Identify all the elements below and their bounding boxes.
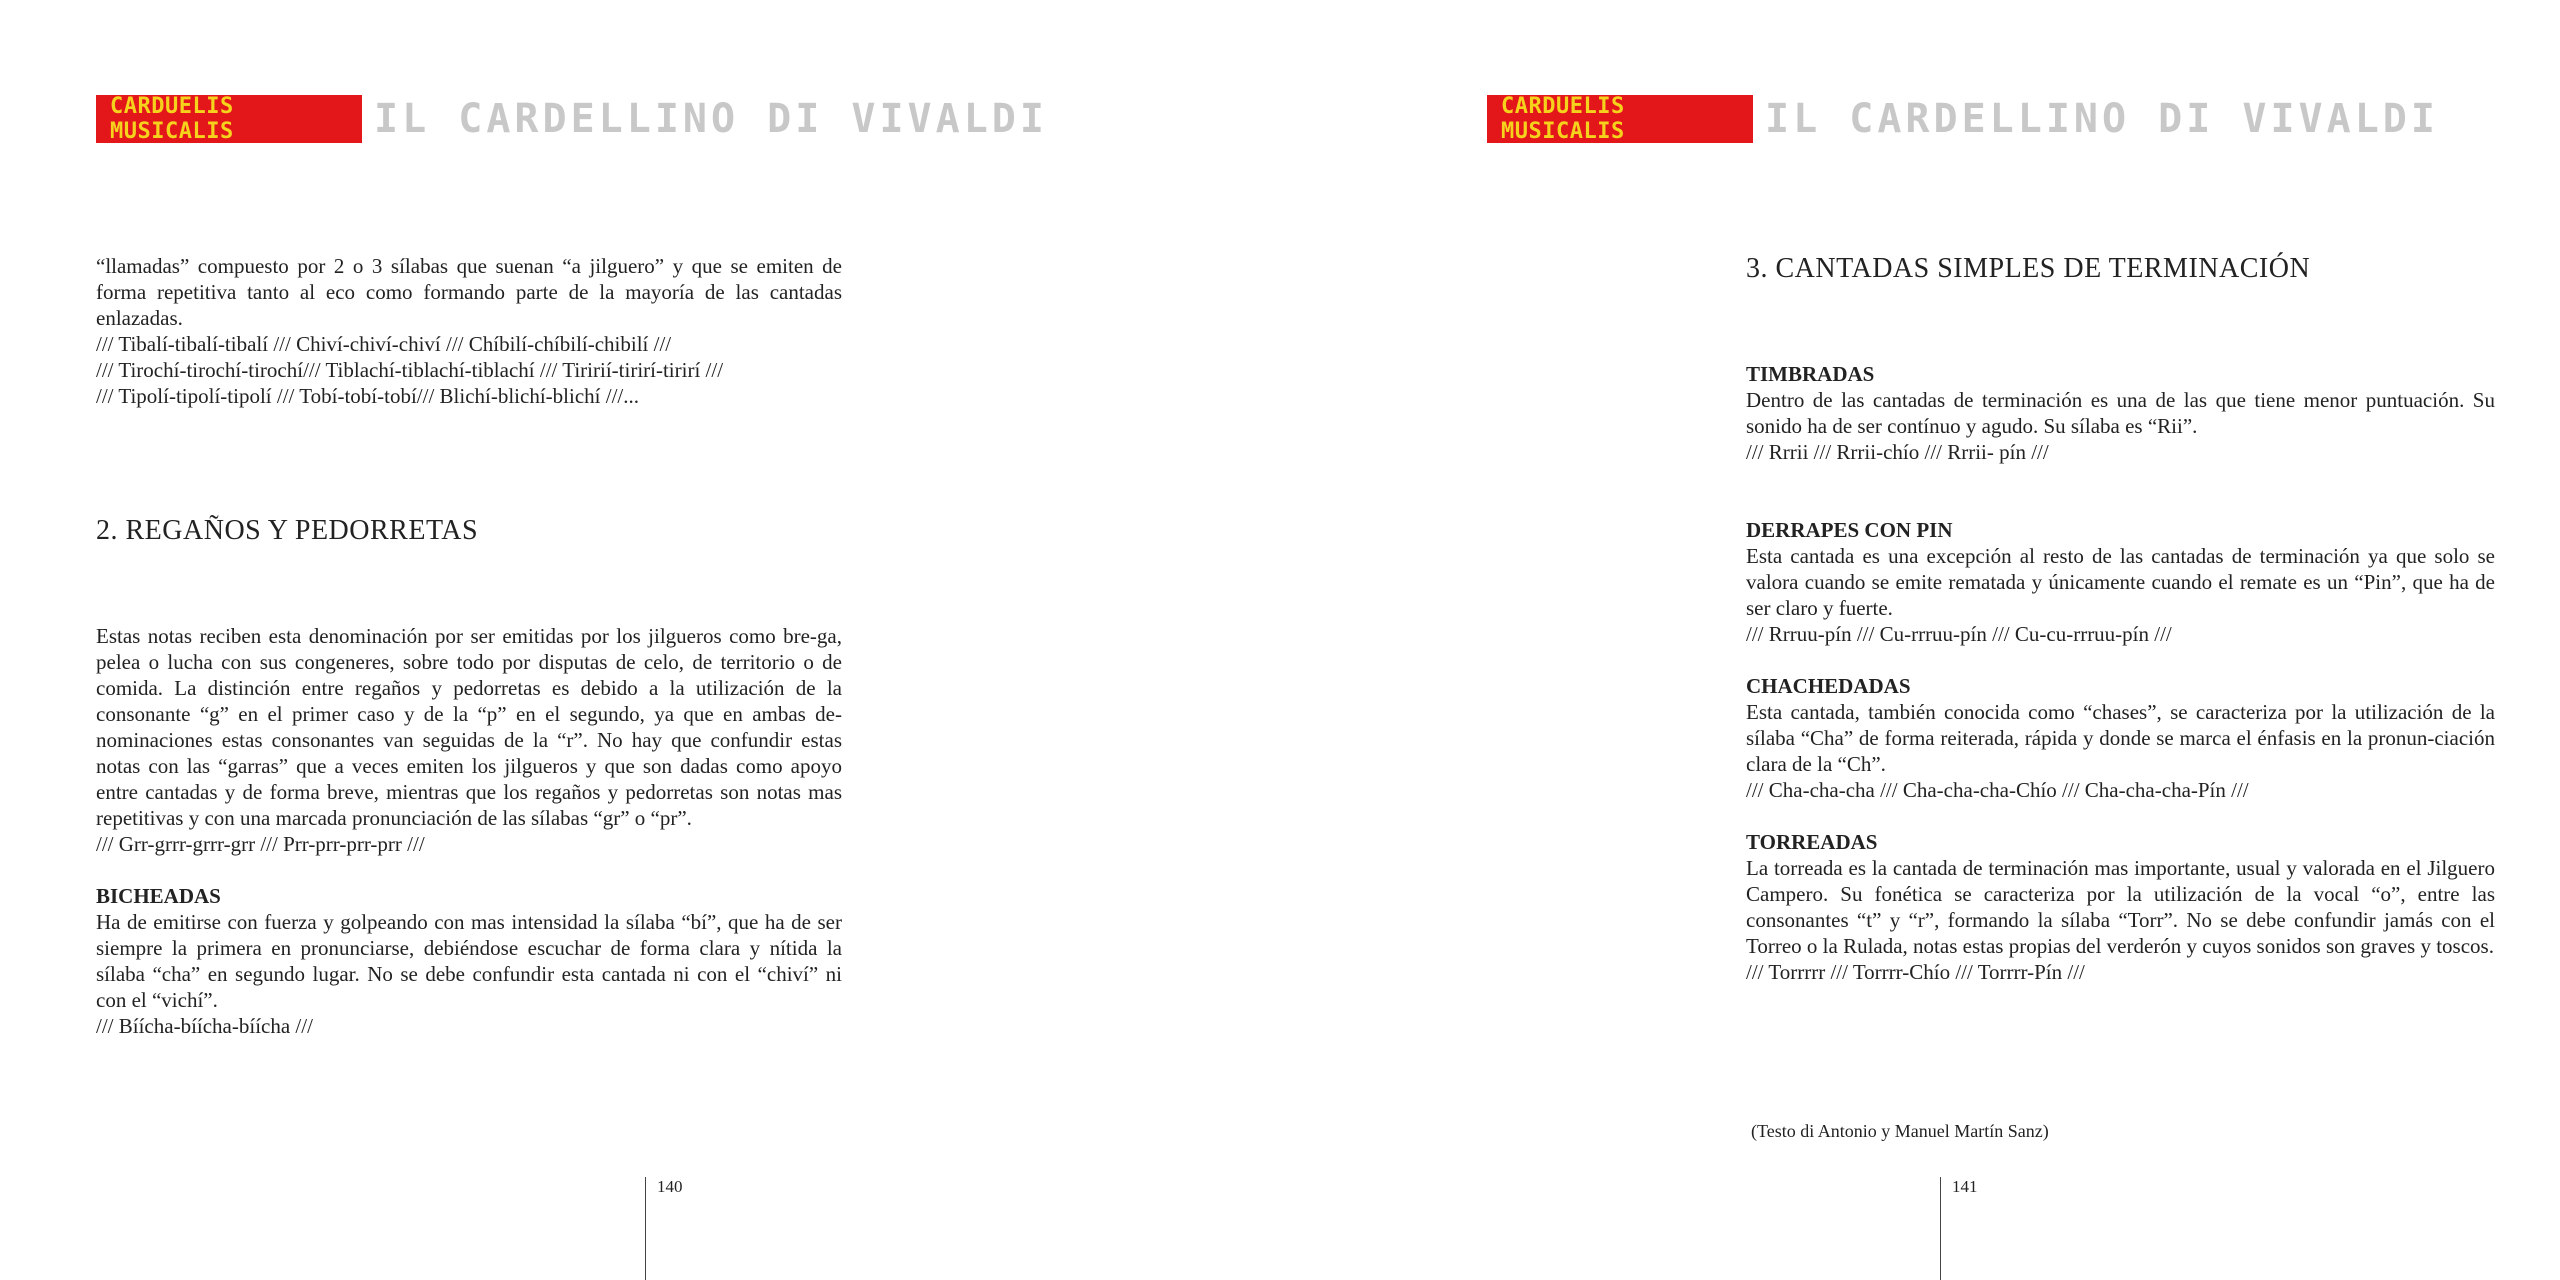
section-title-2: 2. REGAÑOS Y PEDORRETAS bbox=[96, 515, 479, 546]
section-3-body bbox=[1746, 361, 2495, 985]
brand-label: CARDUELIS MUSICALIS bbox=[110, 94, 234, 144]
intro-example-line: /// Tipolí-tipolí-tipolí /// Tobí-tobí-tobí/// Blichí-blichí-blichí ///... bbox=[96, 384, 639, 408]
folio-rule bbox=[1940, 1177, 1941, 1280]
chachedadas-example: /// Cha-cha-cha /// Cha-cha-cha-Chío /// Cha-cha-cha-Pín /// bbox=[1746, 778, 2249, 802]
subhead-bicheadas: BICHEADAS bbox=[96, 884, 221, 908]
timbradas-text: Dentro de las cantadas de terminación es una de las que tiene menor puntuación. Su sonido ha de ser contínuo y agudo. Su sílaba es “Rii”. bbox=[1746, 388, 2495, 438]
right-page bbox=[1280, 0, 2560, 1280]
running-header bbox=[96, 95, 1048, 143]
subhead-chachedadas: CHACHEDADAS bbox=[1746, 674, 1911, 698]
folio-rule bbox=[645, 1177, 646, 1280]
section-2-example: /// Grr-grrr-grrr-grr /// Prr-prr-prr-prr /// bbox=[96, 832, 425, 856]
intro-text: “llamadas” compuesto por 2 o 3 sílabas que suenan “a jilguero” y que se emiten de forma repetitiva tanto al eco como formando parte de la mayoría de las cantadas enlazadas. bbox=[96, 254, 842, 330]
section-title-3: 3. CANTADAS SIMPLES DE TERMINACIÓN bbox=[1746, 253, 2311, 284]
bicheadas-example: /// Bíícha-bíícha-bíícha /// bbox=[96, 1014, 313, 1038]
section-2-body bbox=[96, 623, 842, 1039]
brand-label: CARDUELIS MUSICALIS bbox=[1501, 94, 1625, 144]
torreadas-text: La torreada es la cantada de terminación mas importante, usual y valorada en el Jilguero Campero. Su fonética se caracteriza por la utilización de la vocal “o”, entre las consonantes “t” y “r”, formando la sílaba “Torr”. No se debe confundir jamás con el Torreo o la Rulada, notas estas propias del verderón y cuyos sonidos son graves y toscos. bbox=[1746, 856, 2495, 958]
subhead-derrapes: DERRAPES CON PIN bbox=[1746, 518, 1953, 542]
timbradas-example: /// Rrrii /// Rrrii-chío /// Rrrii- pín /// bbox=[1746, 440, 2049, 464]
subhead-timbradas: TIMBRADAS bbox=[1746, 362, 1875, 386]
intro-paragraph bbox=[96, 253, 842, 409]
chachedadas-text: Esta cantada, también conocida como “chases”, se caracteriza por la utilización de la sílaba “Cha” de forma reiterada, rápida y donde se marca el énfasis en la pronun-ciación clara de la “Ch”. bbox=[1746, 700, 2495, 776]
derrapes-example: /// Rrruu-pín /// Cu-rrruu-pín /// Cu-cu-rrruu-pín /// bbox=[1746, 622, 2172, 646]
book-title: IL CARDELLINO DI VIVALDI bbox=[1765, 96, 2439, 142]
torreadas-example: /// Torrrrr /// Torrrr-Chío /// Torrrr-Pín /// bbox=[1746, 960, 2085, 984]
derrapes-text: Esta cantada es una excepción al resto de las cantadas de terminación ya que solo se valora cuando se emite rematada y únicamente cuando el remate es un “Pin”, que ha de ser claro y fuerte. bbox=[1746, 544, 2495, 620]
running-header bbox=[1487, 95, 2439, 143]
author-credit: (Testo di Antonio y Manuel Martín Sanz) bbox=[1751, 1121, 2049, 1141]
brand-badge bbox=[96, 95, 362, 143]
subhead-torreadas: TORREADAS bbox=[1746, 830, 1878, 854]
intro-example-line: /// Tirochí-tirochí-tirochí/// Tiblachí-tiblachí-tiblachí /// Tiririí-tirirí-tirirí /// bbox=[96, 358, 724, 382]
section-2-text: Estas notas reciben esta denominación por ser emitidas por los jilgueros como bre-ga, pelea o lucha con sus congeneres, sobre todo por disputas de celo, de territorio o de comida. La distinción entre regaños y pedorretas es debido a la utilización de la consonante “g” en el primer caso y de la “p” en el segundo, ya que en ambas de-nominaciones estas consonantes van seguidas de la “r”. No hay que confundir estas notas con las “garras” que a veces emiten los jilgueros y que son dadas como apoyo entre cantadas y de forma breve, mientras que los regaños y pedorretas son notas mas repetitivas y con una marcada pronunciación de las sílabas “gr” o “pr”. bbox=[96, 624, 842, 830]
page-number: 141 bbox=[1952, 1177, 1978, 1196]
book-title: IL CARDELLINO DI VIVALDI bbox=[374, 96, 1048, 142]
page-number: 140 bbox=[657, 1177, 683, 1196]
intro-example-line: /// Tibalí-tibalí-tibalí /// Chiví-chiví-chiví /// Chíbilí-chíbilí-chibilí /// bbox=[96, 332, 672, 356]
brand-badge bbox=[1487, 95, 1753, 143]
bicheadas-text: Ha de emitirse con fuerza y golpeando con mas intensidad la sílaba “bí”, que ha de ser siempre la primera en pronunciarse, debiéndose escuchar de forma clara y nítida la sílaba “cha” en segundo lugar. No se debe confundir esta cantada ni con el “chiví” ni con el “vichí”. bbox=[96, 910, 842, 1012]
